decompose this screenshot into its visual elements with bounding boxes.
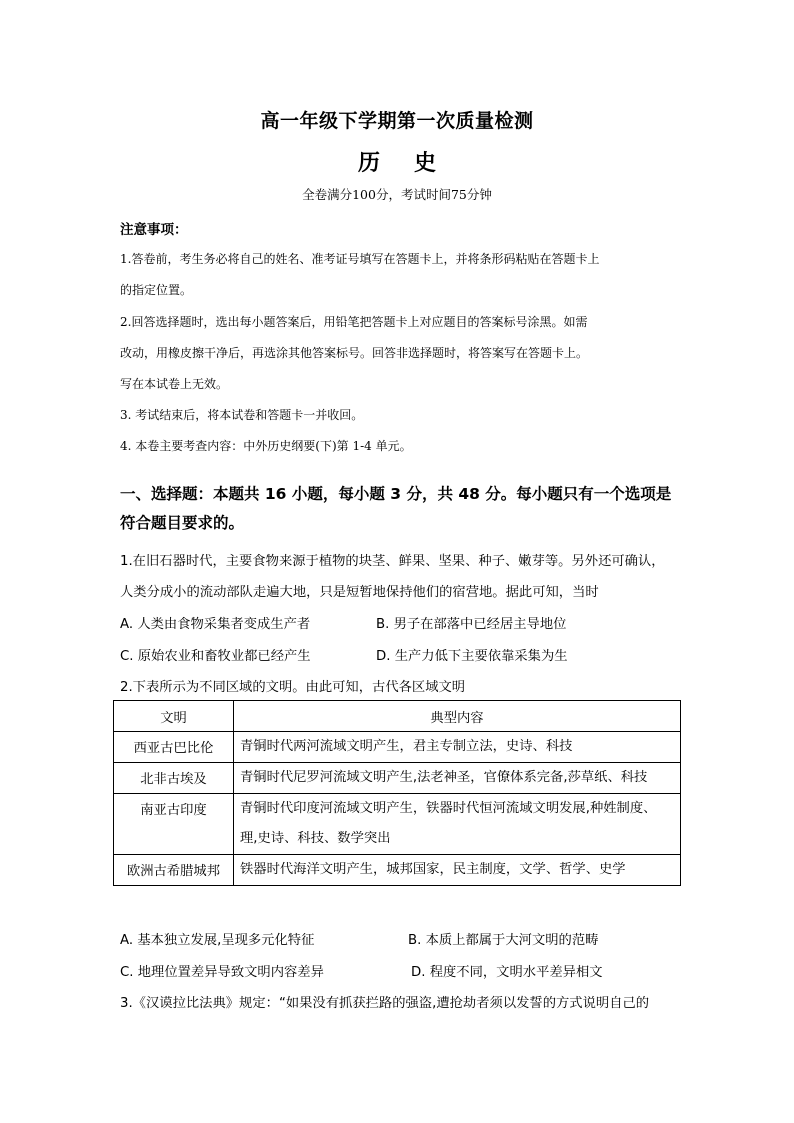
table-header-cell: 文明 xyxy=(114,701,234,732)
q2-stem: 2.下表所示为不同区域的文明。由此可知，古代各区域文明 xyxy=(120,680,466,695)
table-row xyxy=(114,763,681,794)
section-heading-line: 符合题目要求的。 xyxy=(120,514,245,532)
table-cell-name: 欧洲古希腊城邦 xyxy=(114,855,234,886)
exam-subject: 历史 xyxy=(357,151,470,176)
table-cell-content xyxy=(234,794,681,855)
table-header-cell: 典型内容 xyxy=(234,701,681,732)
table-row xyxy=(114,794,681,855)
q2-option-a: A. 基本独立发展,呈现多元化特征 xyxy=(120,933,315,948)
table-cell-line: 理,史诗、科技、数学突出 xyxy=(240,831,391,846)
exam-meta: 全卷满分100分，考试时间75分钟 xyxy=(302,187,492,202)
q1-option-c: C. 原始农业和畜牧业都已经产生 xyxy=(120,649,311,664)
table-cell-line: 青铜时代尼罗河流域文明产生,法老神圣，官僚体系完备,莎草纸、科技 xyxy=(240,770,648,785)
q2-option-d: D. 程度不同，文明水平差异相文 xyxy=(411,965,603,980)
q1-stem-line: 人类分成小的流动部队走遍大地，只是短暂地保持他们的宿营地。据此可知，当时 xyxy=(120,585,599,600)
table-row xyxy=(114,855,681,886)
q3-stem: 3.《汉谟拉比法典》规定：“如果没有抓获拦路的强盗,遭抢劫者须以发誓的方式说明自己的 xyxy=(120,996,650,1011)
table-cell-name: 北非古埃及 xyxy=(114,763,234,794)
table-cell-name: 西亚古巴比伦 xyxy=(114,732,234,763)
exam-title: 高一年级下学期第一次质量检测 xyxy=(260,110,534,132)
table-cell-line: 铁器时代海洋文明产生，城邦国家，民主制度，文学、哲学、史学 xyxy=(240,862,626,877)
note-line: 4. 本卷主要考查内容：中外历史纲要(下)第 1-4 单元。 xyxy=(120,439,412,453)
table-header-row xyxy=(114,701,681,732)
note-line: 改动，用橡皮擦干净后，再选涂其他答案标号。回答非选择题时，将答案写在答题卡上。 xyxy=(120,346,589,360)
q2-option-c: C. 地理位置差异导致文明内容差异 xyxy=(120,965,324,980)
section-heading xyxy=(120,480,680,538)
q1-stem-line: 1.在旧石器时代，主要食物来源于植物的块茎、鲜果、坚果、种子、嫩芽等。另外还可确认， xyxy=(120,554,665,569)
table-cell-content xyxy=(234,763,681,794)
table-cell-line: 青铜时代印度河流域文明产生，铁器时代恒河流域文明发展,种姓制度、 xyxy=(240,801,657,816)
table-cell-content xyxy=(234,732,681,763)
note-line: 的指定位置。 xyxy=(120,283,193,297)
q1-option-b: B. 男子在部落中已经居主导地位 xyxy=(376,617,567,632)
note-line: 2.回答选择题时，选出每小题答案后，用铅笔把答题卡上对应题目的答案标号涂黑。如需 xyxy=(120,315,588,329)
section-heading-line: 一、选择题：本题共 16 小题，每小题 3 分，共 48 分。每小题只有一个选项是 xyxy=(120,485,672,503)
q1-option-a: A. 人类由食物采集者变成生产者 xyxy=(120,617,311,632)
note-line: 1.答卷前，考生务必将自己的姓名、准考证号填写在答题卡上，并将条形码粘贴在答题卡上 xyxy=(120,252,600,266)
notes-title: 注意事项： xyxy=(120,222,188,238)
note-line: 3. 考试结束后，将本试卷和答题卡一并收回。 xyxy=(120,408,364,422)
note-line: 写在本试卷上无效。 xyxy=(120,377,229,391)
q1-option-d: D. 生产力低下主要依靠采集为生 xyxy=(376,649,568,664)
civilization-table xyxy=(113,700,681,886)
q2-option-b: B. 本质上都属于大河文明的范畴 xyxy=(408,933,599,948)
table-row xyxy=(114,732,681,763)
table-cell-content xyxy=(234,855,681,886)
table-cell-name: 南亚古印度 xyxy=(114,794,234,855)
table-cell-line: 青铜时代两河流域文明产生，君主专制立法，史诗、科技 xyxy=(240,739,573,754)
